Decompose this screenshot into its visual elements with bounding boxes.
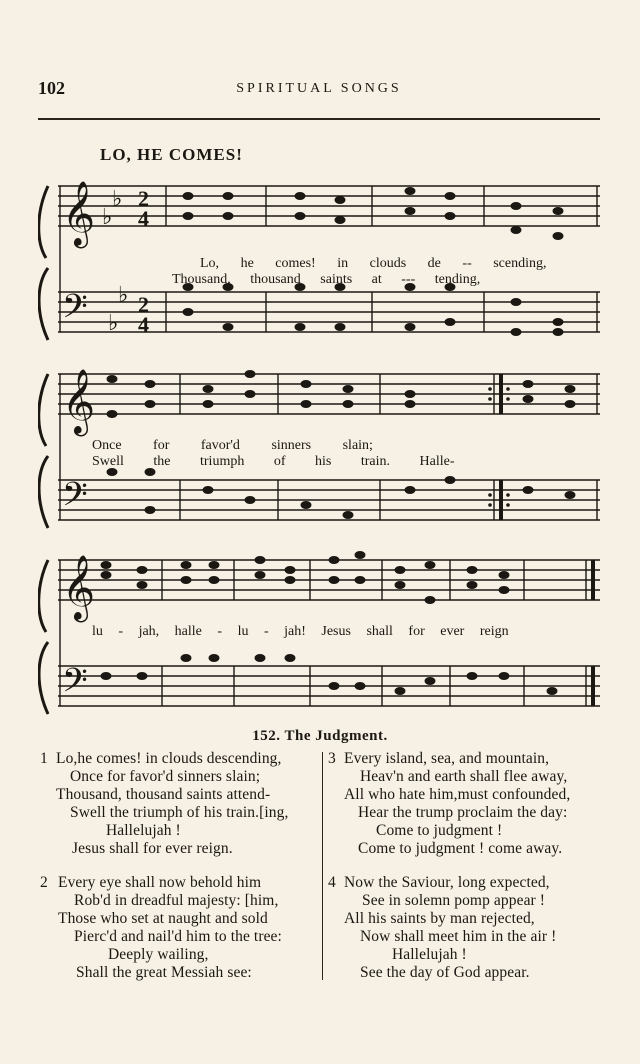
verse-line: Thousand, thousand saints attend- [56,786,271,803]
svg-text:𝄢: 𝄢 [62,288,88,334]
verse-line: Pierc'd and nail'd him to the tree: [74,928,282,945]
verse-line: Come to judgment ! [376,822,503,839]
svg-text:𝄢: 𝄢 [62,476,88,522]
lyric-line-2-2: Swell the triumph of his train. Halle- [92,454,455,469]
verse-line: Hallelujah ! [392,946,467,963]
running-title: SPIRITUAL SONGS [236,81,402,96]
verse-line: Shall the great Messiah see: [76,964,252,981]
lyric-line-1-1: Lo, he comes! in clouds de -- scending, [200,256,547,271]
verse-number: 4 [328,874,336,891]
verse-line: Every eye shall now behold him [58,874,262,891]
music-system-3 [38,546,604,726]
svg-text:2: 2 [138,186,149,211]
verse-number: 2 [40,874,48,891]
lyric-line-1-2: Thousand, thousand saints at --- tending, [172,272,481,287]
verse-line: Heav'n and earth shall flee away, [360,768,568,785]
verse-line: Swell the triumph of his train.[ing, [70,804,289,821]
verse-line: Deeply wailing, [108,946,209,963]
verse-line: Now the Saviour, long expected, [344,874,550,891]
lyric-line-2-1: Once for favor'd sinners slain; [92,438,373,453]
svg-text:♭: ♭ [102,204,113,229]
music-system-2 [38,360,604,540]
svg-text:♭: ♭ [108,310,119,335]
verse-number: 3 [328,750,336,767]
svg-text:2: 2 [138,292,149,317]
svg-text:4: 4 [138,206,149,231]
svg-text:♭: ♭ [118,282,129,307]
verse-line: Now shall meet him in the air ! [360,928,557,945]
svg-text:𝄞: 𝄞 [62,369,96,434]
verse-line: Those who set at naught and sold [58,910,268,927]
header-rule [38,118,600,120]
verse-line: See the day of God appear. [360,964,530,981]
verse-line: All who hate him,must confounded, [344,786,571,803]
verse-number: 1 [40,750,48,767]
verse-line: Once for favor'd sinners slain; [70,768,261,785]
svg-text:𝄞: 𝄞 [62,555,96,620]
lyric-line-3-1: lu - jah, halle - lu - jah! Jesus shall for ever reign [92,624,509,639]
verse-line: Hallelujah ! [106,822,181,839]
verse-line: Jesus shall for ever reign. [72,840,233,857]
hymn-number-title: 152. The Judgment. [252,728,388,744]
svg-text:4: 4 [138,312,149,337]
svg-text:𝄞: 𝄞 [62,181,96,246]
verse-line: Every island, sea, and mountain, [344,750,550,767]
column-divider [322,752,323,980]
page-header [38,78,600,102]
tune-title: LO, HE COMES! [100,145,243,164]
svg-text:𝄢: 𝄢 [62,662,88,708]
verse-line: Come to judgment ! come away. [358,840,563,857]
page-number: 102 [38,78,65,98]
verse-line: Rob'd in dreadful majesty: [him, [74,892,279,909]
music-system-1 [38,172,604,352]
verse-line: See in solemn pomp appear ! [362,892,546,909]
verse-line: Lo,he comes! in clouds descending, [56,750,282,767]
verse-line: Hear the trump proclaim the day: [358,804,568,821]
verse-line: All his saints by man rejected, [344,910,535,927]
svg-text:♭: ♭ [112,186,123,211]
